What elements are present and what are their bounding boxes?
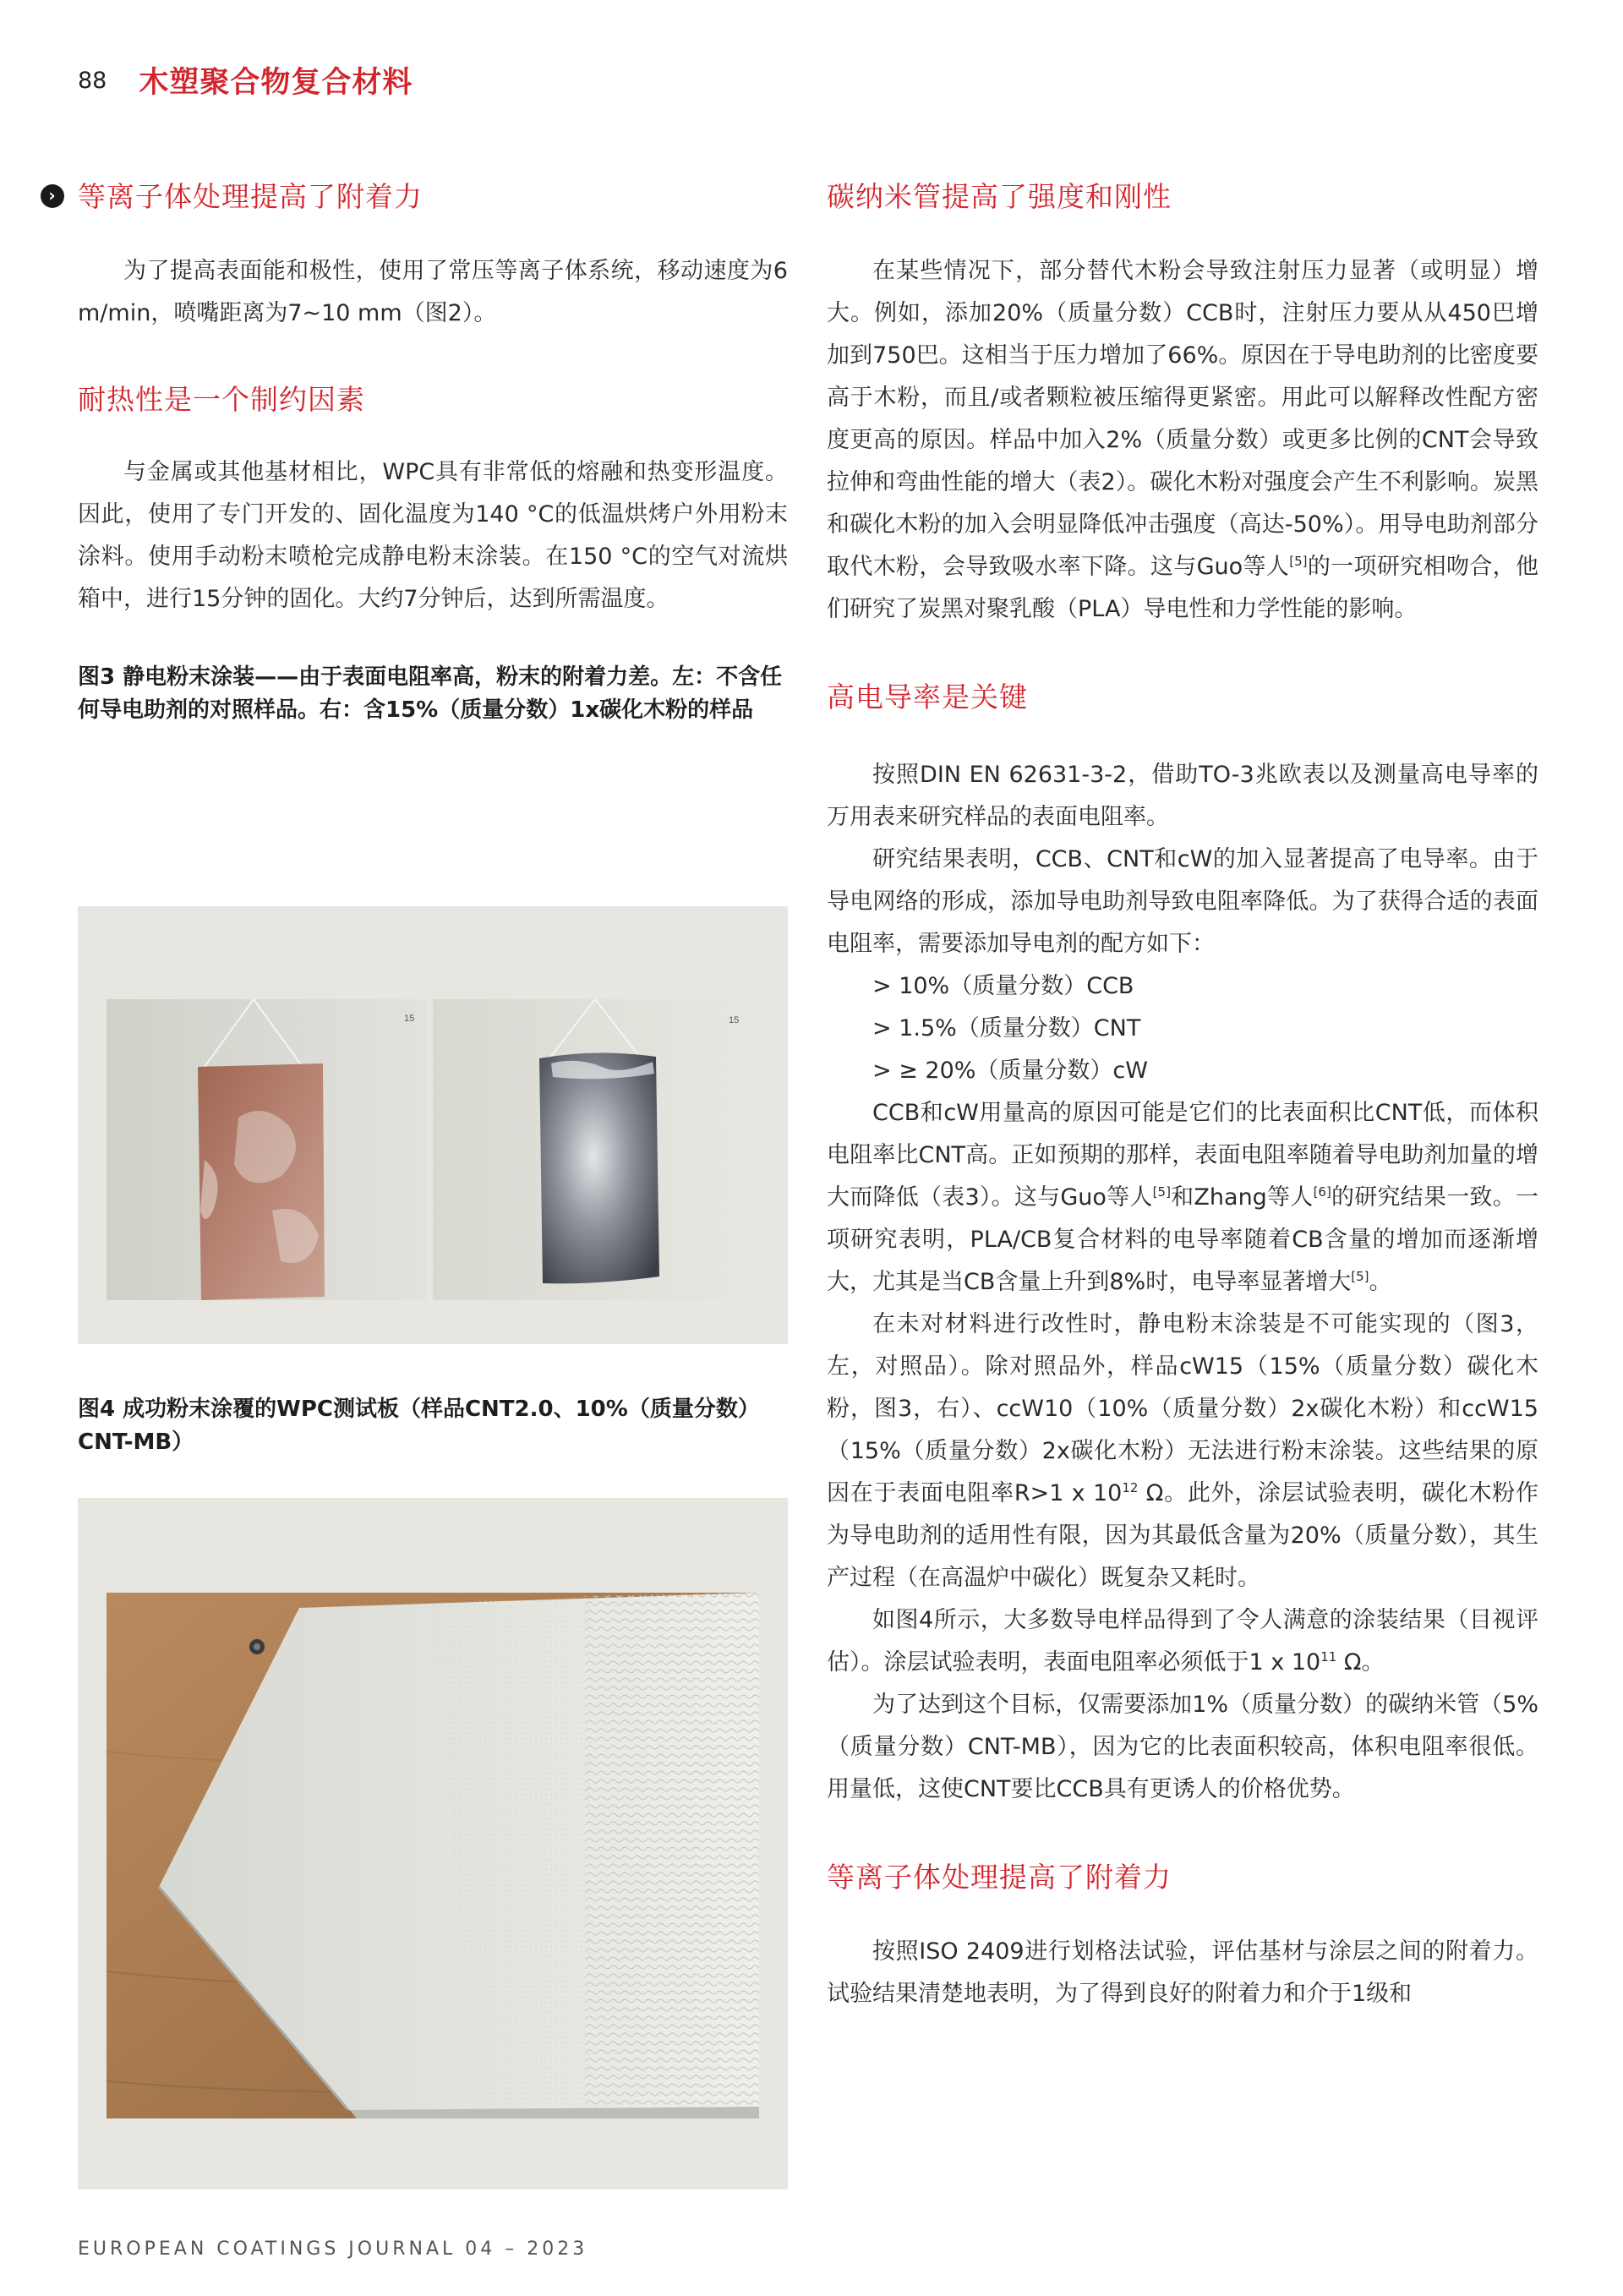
textured-coating-area bbox=[585, 1593, 759, 2107]
figure-3-photo bbox=[78, 906, 788, 1344]
figure-3-caption: 图3 静电粉末涂装——由于表面电阻率高，粉末的附着力差。左：不含任何导电助剂的对照样品。右：含15%（质量分数）1x碳化木粉的样品 bbox=[78, 664, 783, 723]
scale-label-left: 15 bbox=[404, 1014, 415, 1024]
section-heading-text: 等离子体处理提高了附着力 bbox=[78, 180, 423, 213]
paragraph: 如图4所示，大多数导电样品得到了令人满意的涂装结果（目视评估）。涂层试验表明，表面电阻率必须低于1 x $10^{11}$ Ω。 bbox=[827, 1607, 1538, 1676]
cw15-sample-plate bbox=[539, 1052, 659, 1283]
paragraph: 按照DIN EN 62631-3-2，借助TO-3兆欧表以及测量高电导率的万用表来研究样品的表面电阻率。 bbox=[827, 762, 1538, 830]
paragraph: 为了达到这个目标，仅需要添加1%（质量分数）的碳纳米管（5%（质量分数）CNT-MB），因为它的比表面积较高，体积电阻率很低。用量低，这使CNT要比CCB具有更诱人的价格优势。 bbox=[827, 1692, 1538, 1802]
section-heading-plasma bbox=[48, 178, 788, 216]
right-column bbox=[827, 169, 1538, 2015]
paragraph: CCB和cW用量高的原因可能是它们的比表面积比CNT低，而体积电阻率比CNT高。正如预期的那样，表面电阻率随着导电助剂加量的增大而降低（表3）。这与Guo等人[5]和Zhang等人[6]的研究结果一致。一项研究表明，PLA/CB复合材料的电导率随着CB含量的增加而逐渐增大，尤其是当CB含量上升到8%时，电导率显著增大[5]。 bbox=[827, 1100, 1539, 1295]
running-title: 木塑聚合物复合材料 bbox=[139, 66, 413, 100]
journal-footer: EUROPEAN COATINGS JOURNAL 04 – 2023 bbox=[78, 2239, 588, 2260]
figure-3-image bbox=[78, 906, 788, 1344]
page-header bbox=[78, 59, 413, 101]
paragraph: 研究结果表明，CCB、CNT和cW的加入显著提高了电导率。由于导电网络的形成，添加导电助剂导致电阻率降低。为了获得合适的表面电阻率，需要添加导电剂的配方如下： bbox=[827, 846, 1538, 957]
left-column bbox=[48, 169, 788, 727]
list-item: > ≥ 20%（质量分数）cW bbox=[872, 1058, 1148, 1084]
formulation-list bbox=[827, 965, 1538, 1092]
figure-4-caption: 图4 成功粉末涂覆的WPC测试板（样品CNT2.0、10%（质量分数）CNT-MB） bbox=[78, 1397, 760, 1455]
page-number: 88 bbox=[78, 67, 107, 94]
paragraph: 与金属或其他基材相比，WPC具有非常低的熔融和热变形温度。因此，使用了专门开发的、固化温度为140 °C的低温烘烤户外用粉末涂料。使用手动粉末喷枪完成静电粉末涂装。在150 °C的空气对流烘箱中，进行15分钟的固化。大约7分钟后，达到所需温度。 bbox=[78, 459, 788, 612]
paragraph: 为了提高表面能和极性，使用了常压等离子体系统，移动速度为6 m/min，喷嘴距离为7~10 mm（图2）。 bbox=[78, 258, 788, 326]
paragraph: 在某些情况下，部分替代木粉会导致注射压力显著（或明显）增大。例如，添加20%（质量分数）CCB时，注射压力要从从450巴增加到750巴。这相当于压力增加了66%。原因在于导电助剂的比密度要高于木粉，而且/或者颗粒被压缩得更紧密。用此可以解释改性配方密度更高的原因。样品中加入2%（质量分数）或更多比例的CNT会导致拉伸和弯曲性能的增大（表2）。碳化木粉对强度会产生不利影响。炭黑和碳化木粉的加入会明显降低冲击强度（高达-50%）。用导电助剂部分取代木粉，会导致吸水率下降。这与Guo等人[5]的一项研究相吻合，他们研究了炭黑对聚乳酸（PLA）导电性和力学性能的影响。 bbox=[827, 258, 1538, 622]
list-item: > 1.5%（质量分数）CNT bbox=[872, 1015, 1141, 1041]
figure-4-image bbox=[78, 1498, 788, 2189]
scale-label-right: 15 bbox=[729, 1015, 740, 1025]
section-heading-plasma-2: 等离子体处理提高了附着力 bbox=[827, 1861, 1172, 1894]
section-heading-cnt: 碳纳米管提高了强度和刚性 bbox=[827, 180, 1172, 213]
section-heading-conductivity: 高电导率是关键 bbox=[827, 681, 1028, 713]
chevron-right-icon: › bbox=[41, 184, 64, 208]
list-item: > 10%（质量分数）CCB bbox=[872, 973, 1134, 999]
section-heading-heat: 耐热性是一个制约因素 bbox=[78, 383, 365, 416]
figure-4-photo bbox=[78, 1498, 788, 2189]
paragraph: 按照ISO 2409进行划格法试验，评估基材与涂层之间的附着力。试验结果清楚地表明，为了得到良好的附着力和介于1级和 bbox=[827, 1938, 1538, 2007]
paragraph: 在未对材料进行改性时，静电粉末涂装是不可能实现的（图3，左，对照品）。除对照品外，样品cW15（15%（质量分数）碳化木粉，图3，右）、ccW10（10%（质量分数）2x碳化木粉）和ccW15（15%（质量分数）2x碳化木粉）无法进行粉末涂装。这些结果的原因在于表面电阻率R>1 x $10^{12}$ Ω。此外，涂层试验表明，碳化木粉作为导电助剂的适用性有限，因为其最低含量为20%（质量分数），其生产过程（在高温炉中碳化）既复杂又耗时。 bbox=[827, 1311, 1539, 1591]
